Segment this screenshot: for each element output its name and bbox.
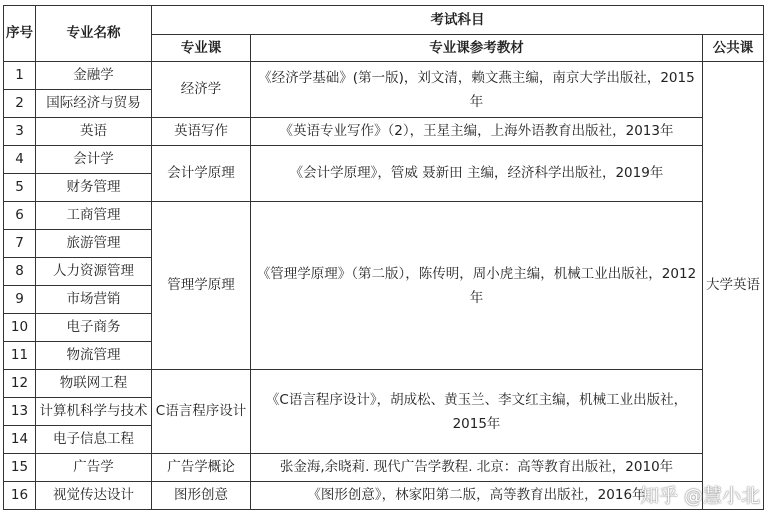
header-prof-textbook: 专业课参考教材 <box>251 35 703 62</box>
major-name: 视觉传达设计 <box>36 482 152 510</box>
row-seq: 5 <box>4 174 36 202</box>
textbook: 《管理学原理》（第二版），陈传明，周小虎主编，机械工业出版社，2012年 <box>251 202 703 370</box>
row-seq: 3 <box>4 118 36 146</box>
major-name: 财务管理 <box>36 174 152 202</box>
prof-course: 会计学原理 <box>152 146 251 202</box>
major-name: 广告学 <box>36 454 152 482</box>
header-seq: 序号 <box>4 6 36 62</box>
row-seq: 7 <box>4 230 36 258</box>
row-seq: 11 <box>4 342 36 370</box>
major-name: 人力资源管理 <box>36 258 152 286</box>
major-name: 物联网工程 <box>36 370 152 398</box>
major-name: 金融学 <box>36 62 152 90</box>
prof-course: 管理学原理 <box>152 202 251 370</box>
row-seq: 2 <box>4 90 36 118</box>
textbook: 张金海,余晓莉. 现代广告学教程. 北京：高等教育出版社，2010年 <box>251 454 703 482</box>
textbook: 《会计学原理》，管威 聂新田 主编，经济科学出版社，2019年 <box>251 146 703 202</box>
row-seq: 15 <box>4 454 36 482</box>
major-name: 电子信息工程 <box>36 426 152 454</box>
major-name: 物流管理 <box>36 342 152 370</box>
header-prof-course: 专业课 <box>152 35 251 62</box>
row-seq: 14 <box>4 426 36 454</box>
row-seq: 13 <box>4 398 36 426</box>
exam-subjects-table <box>3 5 764 510</box>
row-seq: 1 <box>4 62 36 90</box>
header-major: 专业名称 <box>36 6 152 62</box>
prof-course: 经济学 <box>152 62 251 118</box>
header-public-course: 公共课 <box>703 35 764 62</box>
prof-course: 广告学概论 <box>152 454 251 482</box>
major-name: 英语 <box>36 118 152 146</box>
prof-course: 英语写作 <box>152 118 251 146</box>
row-seq: 9 <box>4 286 36 314</box>
major-name: 工商管理 <box>36 202 152 230</box>
textbook: 《C语言程序设计》，胡成松、黄玉兰、李文红主编，机械工业出版社，2015年 <box>251 370 703 454</box>
textbook: 《经济学基础》(第一版)，刘文清，赖文燕主编，南京大学出版社，2015年 <box>251 62 703 118</box>
major-name: 电子商务 <box>36 314 152 342</box>
header-exam-subjects: 考试科目 <box>152 6 764 35</box>
row-seq: 6 <box>4 202 36 230</box>
prof-course: 图形创意 <box>152 482 251 510</box>
major-name: 市场营销 <box>36 286 152 314</box>
row-seq: 10 <box>4 314 36 342</box>
textbook: 《图形创意》，林家阳第二版，高等教育出版社，2016年 <box>251 482 703 510</box>
row-seq: 16 <box>4 482 36 510</box>
major-name: 会计学 <box>36 146 152 174</box>
major-name: 旅游管理 <box>36 230 152 258</box>
row-seq: 12 <box>4 370 36 398</box>
row-seq: 8 <box>4 258 36 286</box>
textbook: 《英语专业写作》（2），王星主编，上海外语教育出版社，2013年 <box>251 118 703 146</box>
major-name: 国际经济与贸易 <box>36 90 152 118</box>
public-course: 大学英语 <box>703 62 764 510</box>
watermark: 知乎 @慧小北 <box>639 485 760 507</box>
prof-course: C语言程序设计 <box>152 370 251 454</box>
row-seq: 4 <box>4 146 36 174</box>
major-name: 计算机科学与技术 <box>36 398 152 426</box>
